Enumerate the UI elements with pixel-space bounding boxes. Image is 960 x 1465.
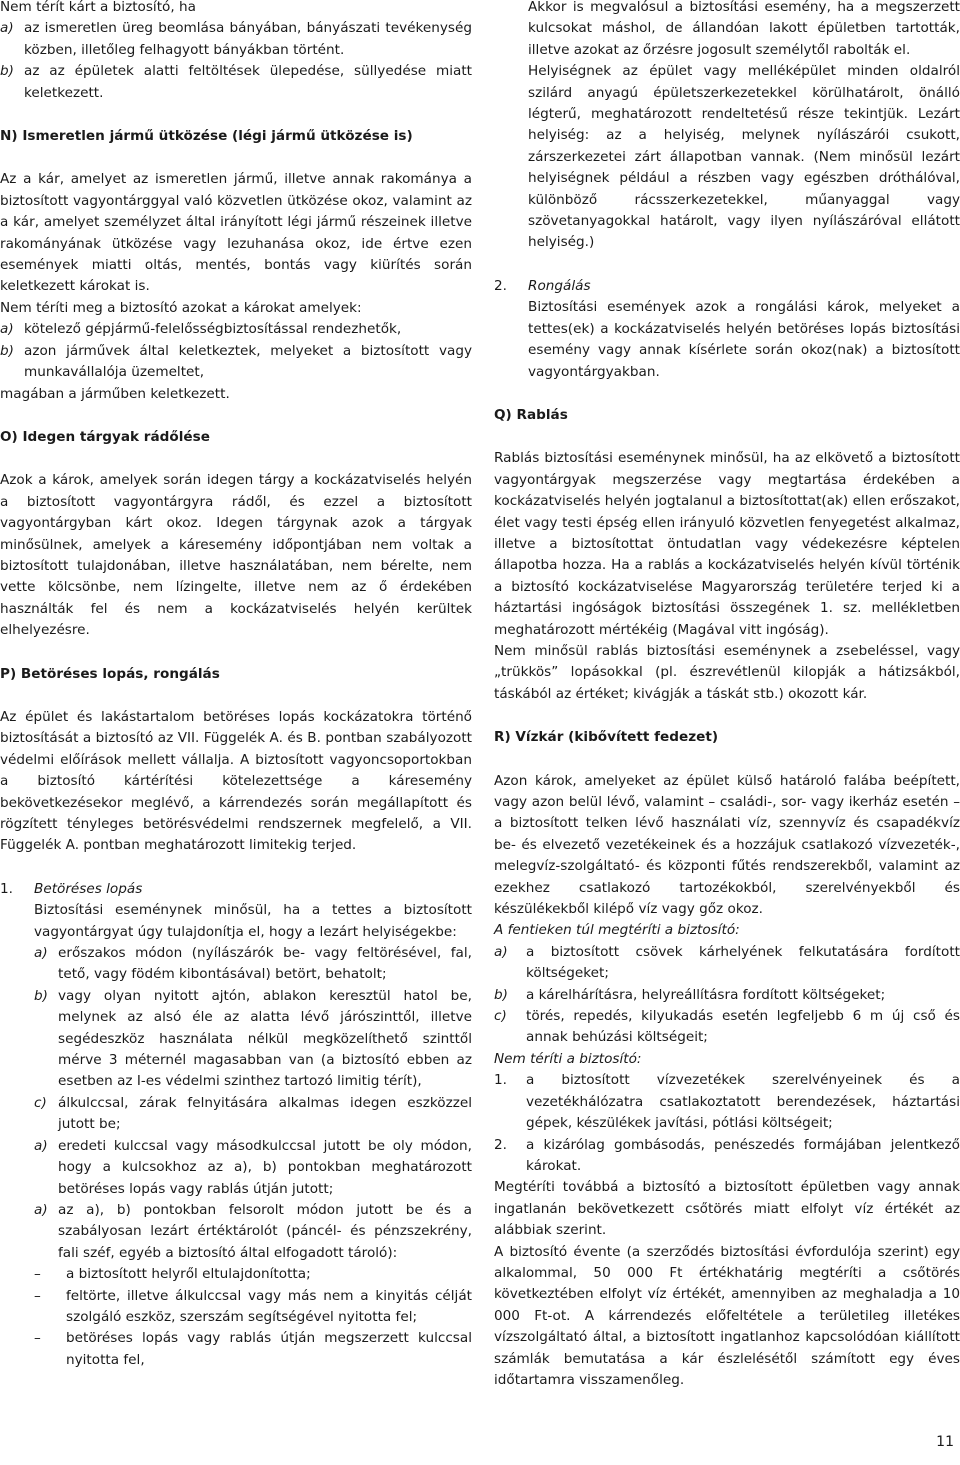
list-item: b) azon járművek által keletkeztek, melyeket a biztosított vagy munkavállalója üzemeltet, bbox=[0, 342, 472, 381]
paragraph: Az a kár, amelyet az ismeretlen jármű, illetve annak rakománya a biztosított vagyontárggyal való közvetlen ütközése okoz, valamint az a kár, amelyet személyzet által irányított légi jármű részeinek illetve rakományának ütközése vagy lezuhanása okoz, ide értve ezen események miatti oltás, mentés, bontás vagy kiürítés során keletkezett károkat is. bbox=[0, 171, 472, 295]
list-item: c) törés, repedés, kilyukadás esetén legfeljebb 6 m új cső és annak behúzási költségeit; bbox=[494, 1008, 960, 1046]
paragraph: Megtéríti továbbá a biztosító a biztosított épületben vagy annak ingatlanán bekövetkezett csőtörés miatt elfolyt víz értékét az alábbiak szerint. bbox=[494, 1179, 960, 1239]
paragraph: Nem minősül rablás biztosítási eseménynek a zsebeléssel, vagy „trükkös” lopásokkal (pl. észrevétlenül kilopják a hátizsákból, táskából az értéket; kivágják a táskát stb.) okozott kár. bbox=[494, 642, 960, 702]
intro-text: Nem térít kárt a biztosító, ha bbox=[0, 0, 196, 15]
list-item: 1. a biztosított vízvezetékek szerelvényeinek és a vezetékhálózatra csatlakoztatott berendezések, háztartási gépek, készülékek javítási, pótlási költségeit; bbox=[494, 1072, 960, 1132]
list-item: a) eredeti kulccsal vagy másodkulccsal jutott be oly módon, hogy a kulcsokhoz az a), b) pontokban meghatározott betöréses lopás vagy rablás útján jutott; bbox=[34, 1137, 472, 1197]
list-item: a) erőszakos módon (nyílászárók be- vagy feltörésével, fal, tető, vagy födém kibontásával) betört, behatolt; bbox=[34, 945, 472, 983]
subsection-title: 2. Rongálás bbox=[494, 277, 591, 294]
list-item: 2. a kizárólag gombásodás, penészedés formájában jelentkező károkat. bbox=[494, 1136, 960, 1174]
section-heading-r: R) Vízkár (kibővített fedezet) bbox=[494, 729, 719, 746]
section-heading-n: N) Ismeretlen jármű ütközése (légi jármű ütközése is) bbox=[0, 128, 413, 145]
paragraph: A biztosító évente (a szerződés biztosítási évfordulója szerint) egy alkalommal, 50 000 Ft értékhatárig megtéríti a csőtörés következtében elfolyt víz értékét, amennyiben az meghaladja a 10 000 Ft-ot. A kárrendezés előfeltétele a területileg illetékes vízszolgáltató által, a biztosított ingatlanhoz kapcsolódóan kiállított számlák bemutatása a kár észlelésétől számított egy éves időtartamra visszamenőleg. bbox=[494, 1243, 960, 1388]
dash-item: – betöréses lopás vagy rablás útján megszerzett kulccsal nyitotta fel, bbox=[34, 1330, 472, 1368]
list-item: b) vagy olyan nyitott ajtón, ablakon keresztül hatol be, melynek az alsó éle az alatta lévő járószinttől, illetve segédeszköz használata nélkül megközelíthető szinttől mérve 3 méternél magasabban van (a biztosító ebben az esetben az I-es védelmi szinthez tartozó limitig térít), bbox=[34, 987, 472, 1090]
page-number: 11 bbox=[936, 1434, 954, 1450]
section-heading-o: O) Idegen tárgyak rádőlése bbox=[0, 428, 210, 445]
right-column bbox=[494, 0, 960, 1391]
paragraph: Akkor is megvalósul a biztosítási esemény, ha a megszerzett kulcsokat máshol, de állandóan lakott épületben tartották, illetve azokat az őrzésre jogosult személytől rabolták el. bbox=[528, 0, 960, 58]
dash-item: – feltörte, illetve álkulccsal vagy más nem a kinyitás célját szolgáló eszköz, szerszám segítségével nyitotta fel; bbox=[34, 1287, 472, 1325]
list-item: b) a kárelhárításra, helyreállításra fordított költségeket; bbox=[494, 986, 886, 1003]
paragraph: Azok a károk, amelyek során idegen tárgy a kockázatviselés helyén a biztosított vagyontárgyra rádől, és ezzel a biztosított vagyontárgyban kárt okoz. Idegen tárgynak azok a tárgyak minősülnek, amelyek a káresemény időpontjában nem voltak a biztosított tulajdonában, illetve használatában, nem bérelte, nem vette kölcsönbe, nem lízingelte, illetve nem az ő érdekében használták fel és nem a kockázatviselés helyén kerültek elhelyezésre. bbox=[0, 472, 472, 639]
paragraph: Helyiségnek az épület vagy melléképület minden oldalról szilárd anyagú épületszerkezetekkel körülhatárolt, önálló légterű, meghatározott rendeltetésű része tekintjük. Lezárt helyiség: az a helyiség, melynek nyílászárói csukott, zárszerkezetei zárt állapotban vannak. (Nem minősül lezárt helyiségnek például a részben vagy egészben dróthálóval, különböző rácsszerkezetekkel, műanyaggal vagy szövetanyagokkal határolt, vagy ilyen nyílászáróval ellátott helyiség.) bbox=[528, 63, 960, 251]
paragraph: A fentieken túl megtéríti a biztosító: bbox=[494, 922, 740, 939]
subsection-title: 1. Betöréses lopás bbox=[0, 880, 143, 897]
list-item: a) az a), b) pontokban felsorolt módon jutott be és a szabályosan lezárt értéktárolót (páncél- és pénzszekrény, fali széf, egyéb a biztosító által elfogadott tároló): bbox=[34, 1201, 472, 1261]
paragraph: Azon károk, amelyeket az épület külső határoló falába beépített, vagy azon belül lévő, valamint – családi-, sor- vagy ikerház esetén – a biztosított telken lévő használati víz, szennyvíz és csapadékvíz be- és elvezető vezetékeinek és a hozzájuk csatlakozó vízvezeték-, melegvíz-szolgáltató- és központi fűtés rendszerekből, valamint az ezekhez csatlakozó tartozékokból, szerelvényekből és készülékekből kilépő víz vagy gőz okoz. bbox=[494, 772, 960, 918]
left-column bbox=[0, 0, 472, 1371]
list-item: a) kötelező gépjármű-felelősségbiztosítással rendezhetők, bbox=[0, 321, 402, 338]
paragraph: Biztosítási eseménynek minősül, ha a tettes a biztosított vagyontárgyat úgy tulajdonítja el, hogy a lezárt helyiségekbe: bbox=[34, 902, 472, 940]
paragraph: Nem téríti meg a biztosító azokat a károkat amelyek: bbox=[0, 299, 362, 316]
list-item: a) a biztosított csövek kárhelyének felkutatására fordított költségeket; bbox=[494, 943, 960, 982]
paragraph: Az épület és lakástartalom betöréses lopás kockázatokra történő biztosítását a biztosító az VII. Függelék A. és B. pontban szabályozott védelmi előírások mellett vállalja. A biztosított vagyoncsoportokban a biztosító kártérítési kötelezettsége a káresemény bekövetkezésekor meglévő, a kárrendezés során megállapított és rögzített tényleges betörésvédelmi rendszernek megfelelő, a VII. Függelék A. pontban meghatározott limitekig terjed. bbox=[0, 708, 472, 854]
section-heading-p: P) Betöréses lopás, rongálás bbox=[0, 665, 220, 682]
list-item: c) álkulccsal, zárak felnyitására alkalmas idegen eszközzel jutott be; bbox=[34, 1094, 472, 1133]
paragraph: Biztosítási események azok a rongálási károk, melyeket a tettes(ek) a kockázatviselés helyén betöréses lopás biztosítási esemény vagy annak kísérlete során okoz(nak) a biztosított vagyontárgyakban. bbox=[528, 299, 960, 380]
list-item: a) az ismeretlen üreg beomlása bányában, bányászati tevékenység közben, illetőleg felhagyott bányákban történt. bbox=[0, 20, 472, 58]
section-heading-q: Q) Rablás bbox=[494, 406, 568, 423]
paragraph: magában a járműben keletkezett. bbox=[0, 385, 230, 402]
dash-item: – a biztosított helyről eltulajdonította; bbox=[34, 1266, 311, 1283]
paragraph: Nem téríti a biztosító: bbox=[494, 1050, 642, 1067]
list-item: b) az az épületek alatti feltöltések ülepedése, süllyedése miatt keletkezett. bbox=[0, 63, 472, 101]
paragraph: Rablás biztosítási eseménynek minősül, ha az elkövető a biztosított vagyontárgyak megszerzése vagy megtartása érdekében a kockázatviselés helyén jogtalanul a biztosítottat(ak) ellen erőszakot, élet vagy testi épség ellen irányuló közvetlen fenyegetést alkalmaz, illetve a biztosítottat öntudatlan vagy védekezésre képtelen állapotba hozza. Ha a rablás a kockázatviselés helyén kívül történik a biztosító kockázatviselése Magyarország területére terjed ki a háztartási ingóságok biztosítási összegének 1. sz. mellékletben meghatározott mértékéig (Magával vitt ingóság). bbox=[494, 450, 960, 638]
